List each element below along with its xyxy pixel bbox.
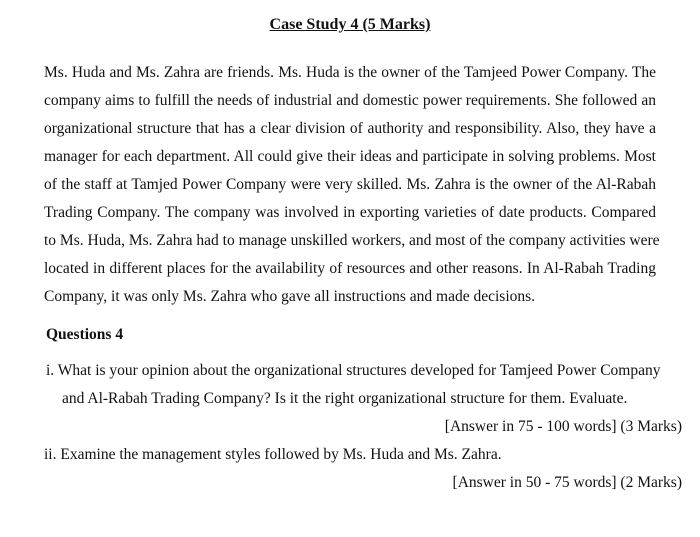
paragraph-line: Ms. Huda and Ms. Zahra are friends. Ms. Huda is the owner of the Tamjeed Power Company. The <box>44 64 656 81</box>
paragraph-line: company aims to fulfill the needs of industrial and domestic power requirements. She followed an <box>44 92 656 109</box>
paragraph-line: manager for each department. All could give their ideas and participate in solving problems. Most <box>44 148 656 165</box>
paragraph-line: of the staff at Tamjed Power Company were very skilled. Ms. Zahra is the owner of the Al-Rabah <box>44 176 656 193</box>
question-2-line-1: ii. Examine the management styles followed by Ms. Huda and Ms. Zahra. <box>44 446 502 463</box>
title-text: Case Study 4 (5 Marks) <box>269 16 431 33</box>
paragraph-line: Trading Company. The company was involved in exporting varieties of date products. Compared <box>44 204 656 221</box>
case-study-title <box>0 16 700 34</box>
question-1-line-1: i. What is your opinion about the organizational structures developed for Tamjeed Power Company <box>46 362 661 379</box>
paragraph-line: located in different places for the availability of resources and other reasons. In Al-Rabah Trading <box>44 260 656 277</box>
question-1-line-2: and Al-Rabah Trading Company? Is it the right organizational structure for them. Evaluate. <box>62 390 628 407</box>
questions-heading: Questions 4 <box>46 326 124 343</box>
paragraph-line: Company, it was only Ms. Zahra who gave all instructions and made decisions. <box>44 288 536 305</box>
paragraph-line: organizational structure that has a clear division of authority and responsibility. Also, they have a <box>44 120 656 137</box>
paragraph-line: to Ms. Huda, Ms. Zahra had to manage unskilled workers, and most of the company activities were <box>44 232 660 249</box>
question-1-marks: [Answer in 75 - 100 words] (3 Marks) <box>444 418 682 435</box>
question-2-marks: [Answer in 50 - 75 words] (2 Marks) <box>452 474 682 491</box>
